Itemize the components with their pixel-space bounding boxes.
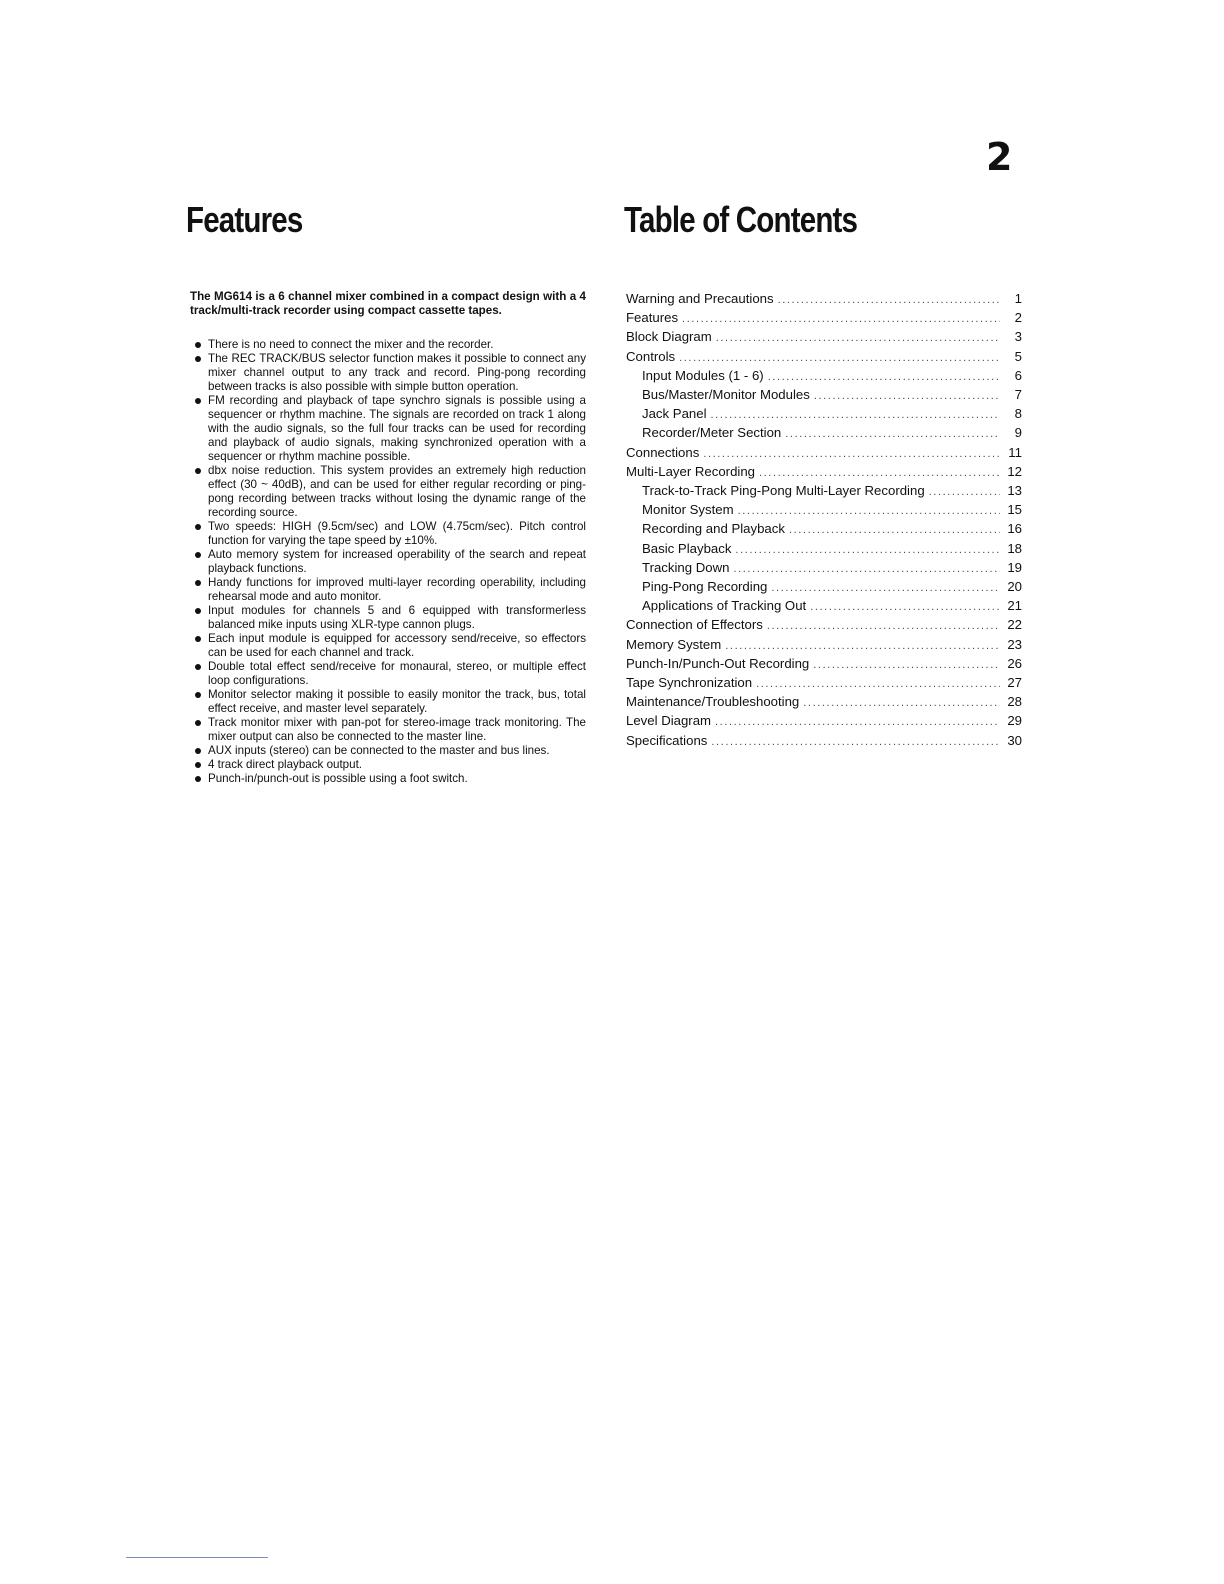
bullet-icon xyxy=(195,356,201,362)
table-of-contents xyxy=(626,290,1022,751)
toc-entry-title: Connection of Effectors xyxy=(626,617,763,633)
bullet-icon xyxy=(195,692,201,698)
toc-entry[interactable] xyxy=(626,309,1022,328)
toc-leader-dots xyxy=(682,311,1000,328)
toc-entry[interactable] xyxy=(626,482,1022,501)
toc-leader-dots xyxy=(813,657,1000,674)
feature-text: Monitor selector making it possible to easily monitor the track, bus, total effect receive, and master level separately. xyxy=(208,688,586,715)
toc-entry[interactable] xyxy=(626,655,1022,674)
toc-entry-page: 13 xyxy=(1007,483,1022,499)
toc-leader-dots xyxy=(735,542,1000,559)
toc-entry-page: 16 xyxy=(1007,521,1022,537)
toc-entry-page: 30 xyxy=(1007,732,1022,748)
bullet-icon xyxy=(195,608,201,614)
feature-item xyxy=(190,352,586,394)
feature-item xyxy=(190,632,586,660)
toc-entry-page: 23 xyxy=(1007,636,1022,652)
toc-entry-title: Applications of Tracking Out xyxy=(642,598,807,614)
toc-entry[interactable] xyxy=(626,674,1022,693)
bullet-icon xyxy=(195,636,201,642)
toc-entry-page: 6 xyxy=(1014,367,1022,383)
toc-entry[interactable] xyxy=(626,636,1022,655)
features-section xyxy=(190,290,586,786)
feature-item xyxy=(190,338,586,352)
toc-entry-title: Ping-Pong Recording xyxy=(642,579,768,595)
toc-entry[interactable] xyxy=(626,290,1022,309)
toc-entry[interactable] xyxy=(626,616,1022,635)
feature-text: Track monitor mixer with pan-pot for stereo-image track monitoring. The mixer output can also be connected to the master line. xyxy=(208,716,586,743)
features-heading: Features xyxy=(186,199,303,240)
toc-entry-page: 15 xyxy=(1007,502,1022,518)
toc-entry[interactable] xyxy=(626,540,1022,559)
toc-entry-title: Bus/Master/Monitor Modules xyxy=(642,387,810,403)
toc-entry-title: Connections xyxy=(626,444,700,460)
toc-entry-page: 5 xyxy=(1014,348,1022,364)
toc-entry[interactable] xyxy=(626,559,1022,578)
page-number: 2 xyxy=(986,135,1013,179)
feature-item xyxy=(190,744,586,758)
toc-entry-page: 8 xyxy=(1014,406,1022,422)
feature-text: There is no need to connect the mixer and the recorder. xyxy=(208,338,494,351)
feature-item xyxy=(190,548,586,576)
toc-entry-title: Controls xyxy=(626,348,676,364)
bullet-icon xyxy=(195,748,201,754)
feature-text: Handy functions for improved multi-layer recording operability, including rehearsal mode and auto monitor. xyxy=(208,576,586,603)
feature-item xyxy=(190,464,586,520)
bullet-icon xyxy=(195,468,201,474)
feature-text: Punch-in/punch-out is possible using a foot switch. xyxy=(208,772,468,785)
toc-entry-title: Warning and Precautions xyxy=(626,291,774,306)
toc-entry-title: Recording and Playback xyxy=(642,521,785,537)
toc-leader-dots xyxy=(711,407,1000,424)
bullet-icon xyxy=(195,762,201,768)
toc-leader-dots xyxy=(810,599,1000,616)
toc-leader-dots xyxy=(725,638,1000,655)
toc-leader-dots xyxy=(679,350,1000,367)
toc-entry-page: 12 xyxy=(1007,463,1022,479)
feature-item xyxy=(190,688,586,716)
toc-entry-page: 29 xyxy=(1007,713,1022,729)
bullet-icon xyxy=(195,552,201,558)
feature-text: FM recording and playback of tape synchro signals is possible using a sequencer or rhythm machine. The signals are recorded on track 1 along with the audio signals, so the full four tracks can be used for recording and playback of audio signals, making synchronized operation with a sequencer or rhythm machine possible. xyxy=(208,394,586,463)
toc-leader-dots xyxy=(785,426,1000,443)
toc-entry[interactable] xyxy=(626,712,1022,731)
feature-item xyxy=(190,576,586,604)
toc-entry-title: Memory System xyxy=(626,636,722,652)
toc-entry-page: 2 xyxy=(1014,310,1022,326)
features-list xyxy=(190,338,586,786)
toc-entry-page: 7 xyxy=(1014,387,1022,403)
feature-text: Auto memory system for increased operability of the search and repeat playback functions. xyxy=(208,548,586,575)
toc-entry[interactable] xyxy=(626,520,1022,539)
toc-entry[interactable] xyxy=(626,405,1022,424)
toc-leader-dots xyxy=(716,330,1000,347)
footer-rule xyxy=(126,1557,268,1558)
toc-entry[interactable] xyxy=(626,348,1022,367)
toc-entry-page: 21 xyxy=(1007,598,1022,614)
toc-entry[interactable] xyxy=(626,386,1022,405)
toc-entry-page: 9 xyxy=(1014,425,1022,441)
toc-entry-page: 18 xyxy=(1007,540,1022,556)
feature-text: AUX inputs (stereo) can be connected to the master and bus lines. xyxy=(208,744,550,757)
feature-text: dbx noise reduction. This system provides an extremely high reduction effect (30 ~ 40dB), and can be used for either regular recording or ping-pong recording between tracks without losing the dynamic range of the recording source. xyxy=(208,464,586,519)
feature-text: The REC TRACK/BUS selector function makes it possible to connect any mixer channel output to any track and record. Ping-pong recording between tracks is also possible with simple button operation. xyxy=(208,352,586,393)
toc-entry-title: Recorder/Meter Section xyxy=(642,425,782,441)
feature-text: 4 track direct playback output. xyxy=(208,758,363,771)
feature-text: Two speeds: HIGH (9.5cm/sec) and LOW (4.75cm/sec). Pitch control function for varying the tape speed by ±10%. xyxy=(208,520,586,547)
toc-entry-title: Tracking Down xyxy=(642,559,730,575)
bullet-icon xyxy=(195,342,201,348)
bullet-icon xyxy=(195,720,201,726)
toc-entry[interactable] xyxy=(626,732,1022,751)
toc-leader-dots xyxy=(771,580,1000,597)
toc-leader-dots xyxy=(767,618,1000,635)
toc-entry[interactable] xyxy=(626,597,1022,616)
feature-text: Each input module is equipped for accessory send/receive, so effectors can be used for each channel and track. xyxy=(208,632,586,659)
toc-entry-page: 27 xyxy=(1007,675,1022,691)
toc-entry-title: Specifications xyxy=(626,732,708,748)
toc-entry-page: 3 xyxy=(1014,329,1022,345)
toc-entry-title: Multi-Layer Recording xyxy=(626,463,755,479)
toc-leader-dots xyxy=(733,561,1000,578)
feature-item xyxy=(190,394,586,464)
feature-item xyxy=(190,772,586,786)
toc-entry-page: 19 xyxy=(1007,559,1022,575)
toc-heading: Table of Contents xyxy=(624,199,858,240)
toc-leader-dots xyxy=(756,676,1000,693)
toc-entry-title: Block Diagram xyxy=(626,329,712,345)
toc-leader-dots xyxy=(711,734,1000,751)
toc-entry-title: Track-to-Track Ping-Pong Multi-Layer Recording xyxy=(642,483,925,499)
toc-entry[interactable] xyxy=(626,463,1022,482)
toc-entry[interactable] xyxy=(626,328,1022,347)
bullet-icon xyxy=(195,664,201,670)
bullet-icon xyxy=(195,398,201,404)
toc-leader-dots xyxy=(929,484,1000,501)
toc-entry-title: Monitor System xyxy=(642,502,734,518)
toc-entry[interactable] xyxy=(626,501,1022,520)
toc-entry[interactable] xyxy=(626,367,1022,386)
toc-leader-dots xyxy=(738,503,1000,520)
bullet-icon xyxy=(195,776,201,782)
toc-leader-dots xyxy=(814,388,1000,405)
toc-leader-dots xyxy=(703,446,1000,463)
toc-entry-page: 22 xyxy=(1007,617,1022,633)
toc-entry-title: Input Modules (1 - 6) xyxy=(642,367,764,383)
feature-item xyxy=(190,716,586,744)
toc-entry-title: Punch-In/Punch-Out Recording xyxy=(626,655,810,671)
feature-text: Input modules for channels 5 and 6 equipped with transformerless balanced mike inputs using XLR-type cannon plugs. xyxy=(208,604,586,631)
toc-leader-dots xyxy=(759,465,1000,482)
toc-entry-title: Tape Synchronization xyxy=(626,675,753,691)
toc-leader-dots xyxy=(803,695,1000,712)
feature-item xyxy=(190,520,586,548)
toc-leader-dots xyxy=(768,369,1000,386)
toc-entry-title: Jack Panel xyxy=(642,406,707,422)
toc-entry-title: Features xyxy=(626,310,679,326)
toc-entry-page: 11 xyxy=(1008,444,1022,460)
feature-item xyxy=(190,660,586,688)
toc-entry[interactable] xyxy=(626,424,1022,443)
bullet-icon xyxy=(195,580,201,586)
toc-entry-page: 28 xyxy=(1007,694,1022,710)
toc-entry-title: Level Diagram xyxy=(626,713,712,729)
toc-leader-dots xyxy=(715,714,1000,731)
toc-entry[interactable] xyxy=(626,444,1022,463)
features-intro: The MG614 is a 6 channel mixer combined in a compact design with a 4 track/multi-track recorder using compact cassette tapes. xyxy=(190,290,586,317)
toc-entry-title: Maintenance/Troubleshooting xyxy=(626,694,800,710)
feature-item xyxy=(190,758,586,772)
toc-entry[interactable] xyxy=(626,693,1022,712)
toc-leader-dots xyxy=(789,522,1000,539)
toc-entry[interactable] xyxy=(626,578,1022,597)
toc-leader-dots xyxy=(778,292,1000,309)
feature-text: Double total effect send/receive for monaural, stereo, or multiple effect loop configurations. xyxy=(208,660,586,687)
bullet-icon xyxy=(195,524,201,530)
toc-entry-page: 1 xyxy=(1014,291,1022,306)
toc-entry-page: 20 xyxy=(1007,579,1022,595)
feature-item xyxy=(190,604,586,632)
toc-entry-page: 26 xyxy=(1007,655,1022,671)
toc-entry-title: Basic Playback xyxy=(642,540,732,556)
